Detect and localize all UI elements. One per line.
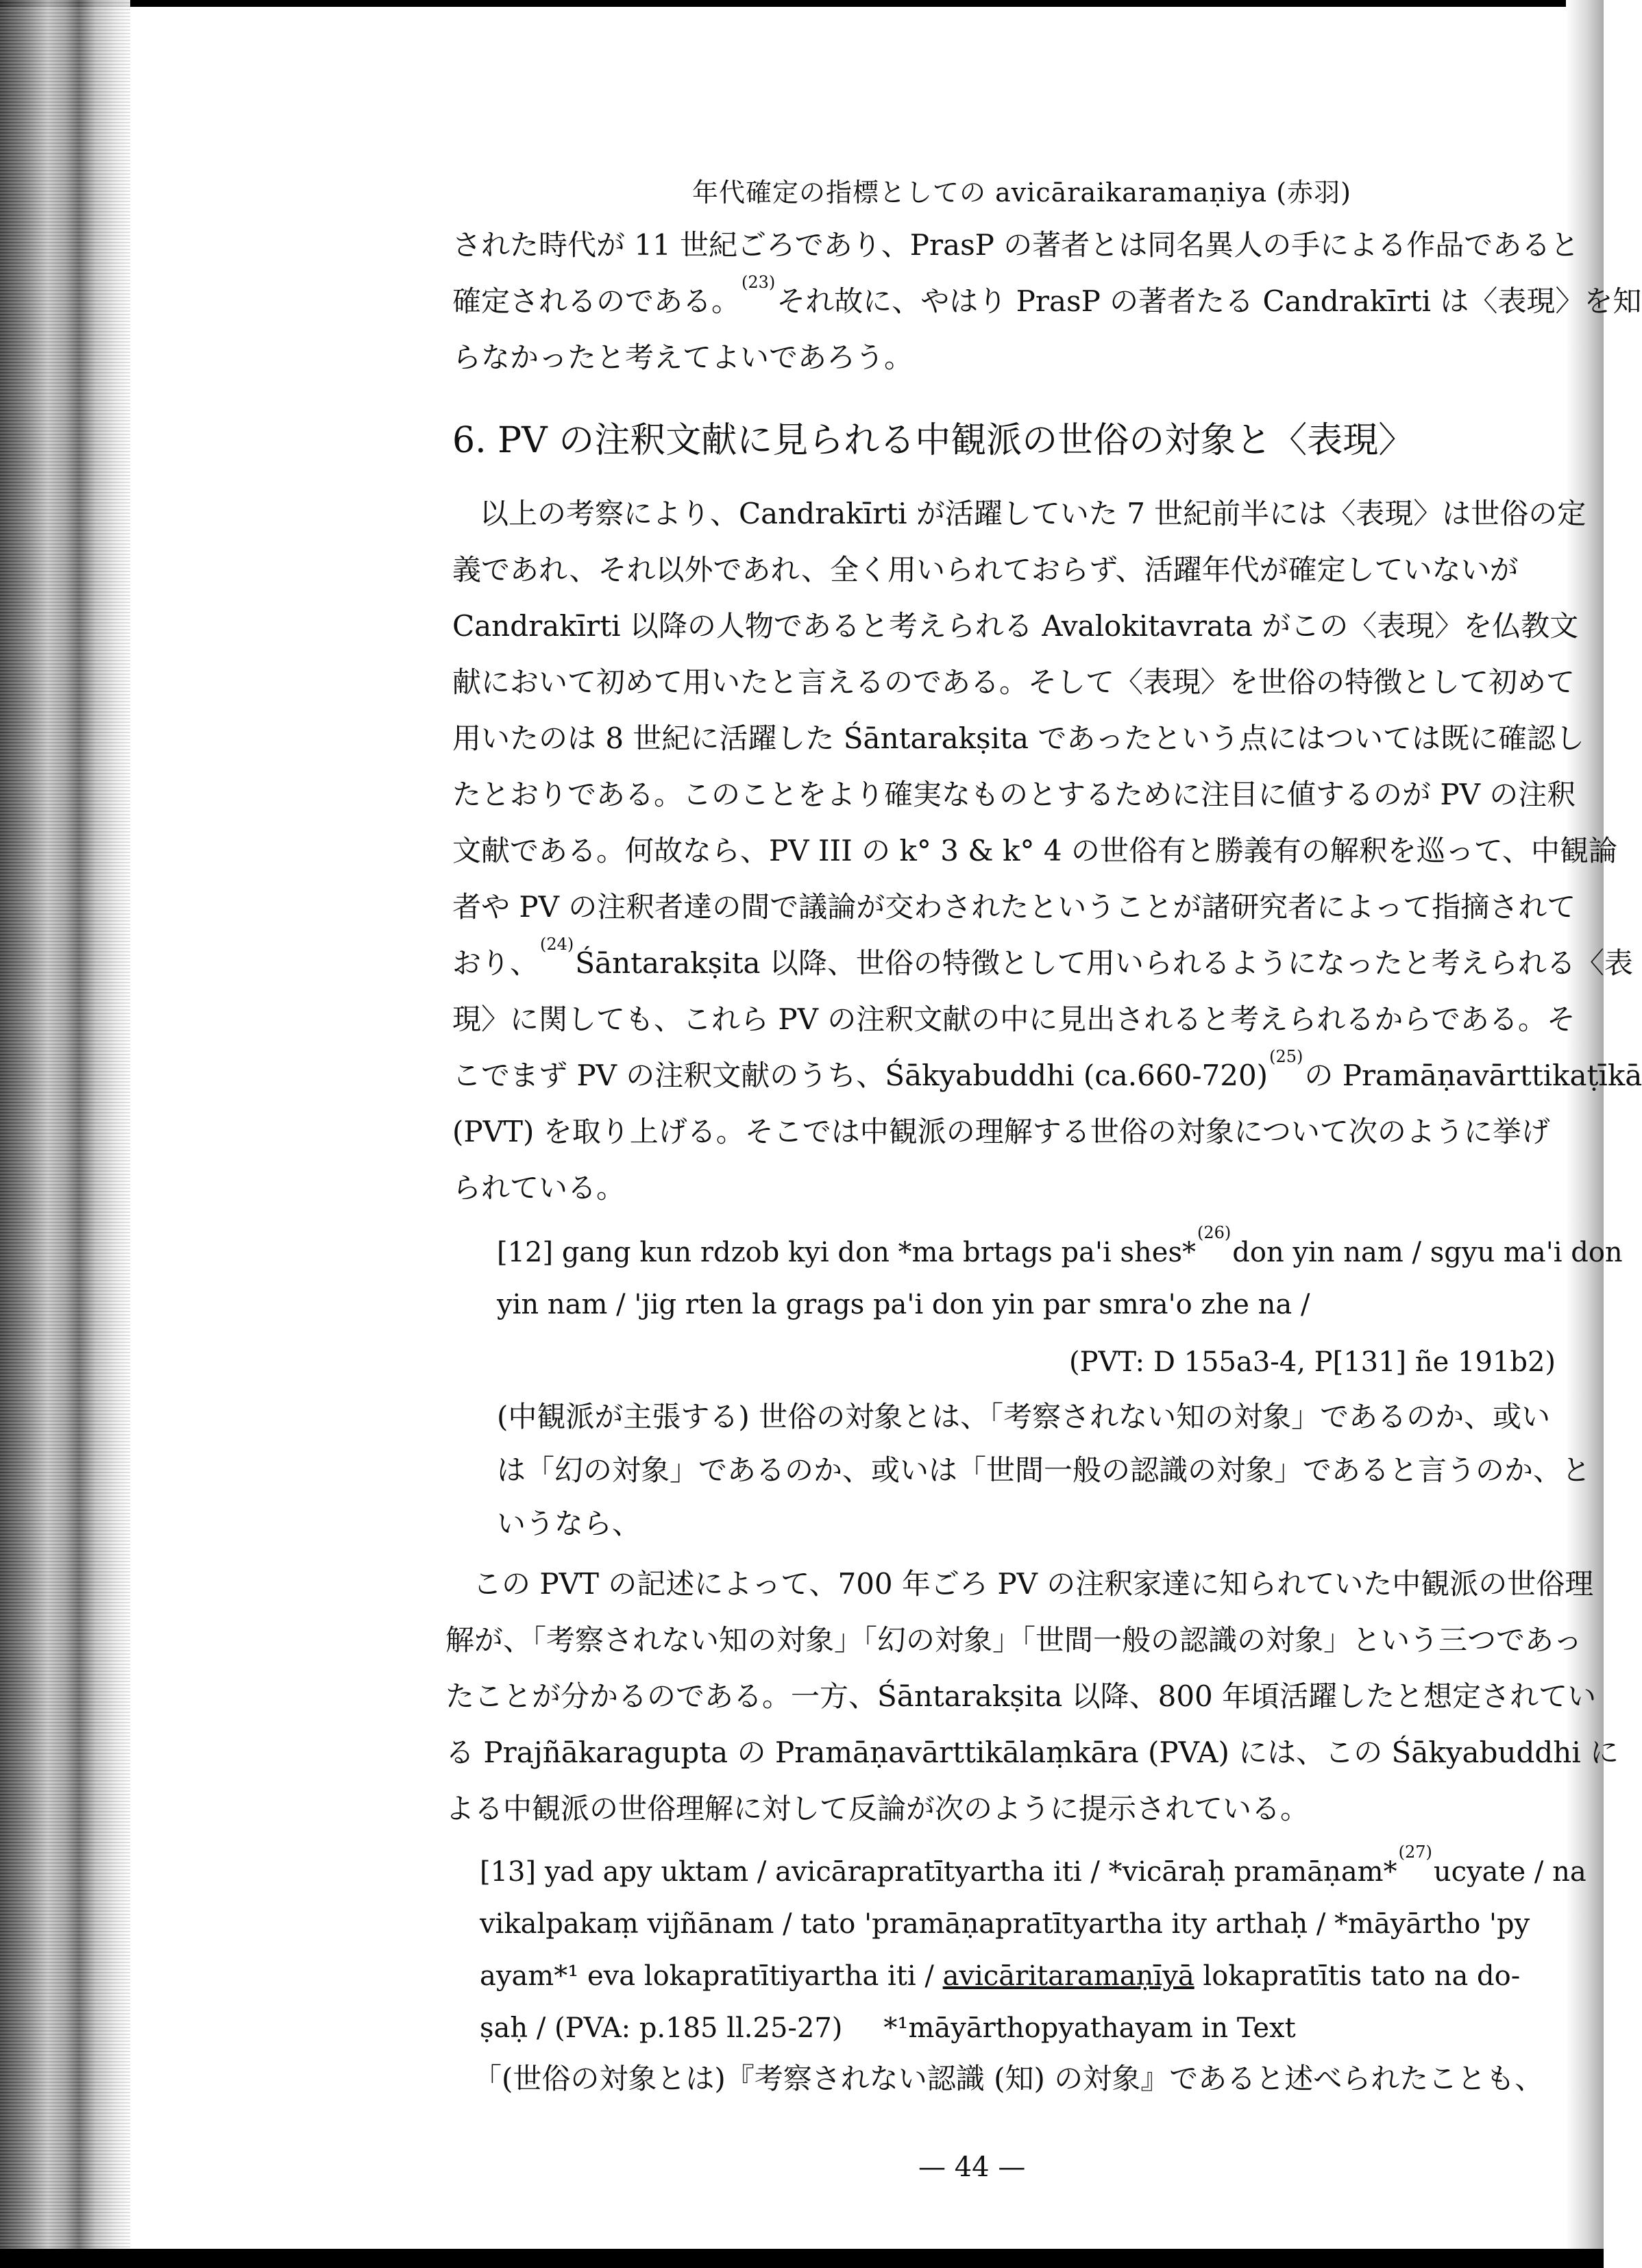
trans13-line-1: 「(世俗の対象とは)『考察されない認識 (知) の対象』であると述べられたことも、 [473, 2062, 1544, 2095]
section-heading: 6. PV の注釈文献に見られる中観派の世俗の対象と〈表現〉 [452, 420, 1414, 461]
quote12-line-2: yin nam / 'jig rten la grags pa'i don yin par smra'o zhe na / [497, 1289, 1310, 1320]
quote12-citation: (PVT: D 155a3-4, P[131] ñe 191b2) [1069, 1346, 1556, 1378]
quote12-line-1: [12] gang kun rdzob kyi don *ma brtags pa'i shes*$^{(26)}$don yin nam / sgyu ma'i don [497, 1223, 1623, 1268]
quote13-line-4: ṣaḥ / (PVA: p.185 ll.25-27) *¹māyārthopyathayam in Text [480, 2012, 1296, 2044]
page-edge-shadow [1566, 0, 1604, 2251]
page-number: — 44 — [918, 2152, 1026, 2183]
footnote-ref-27[interactable]: (27) [1398, 1842, 1432, 1862]
intro-line-1: された時代が 11 世紀ごろであり、PrasP の著者とは同名異人の手による作品であると [452, 228, 1580, 262]
para1-line-10: 現〉に関しても、これら PV の注釈文献の中に見出されると考えられるからである。そ [452, 1002, 1576, 1036]
para1-line-13: られている。 [452, 1171, 626, 1205]
para1-line-3: Candrakīrti 以降の人物であると考えられる Avalokitavrata がこの〈表現〉を仏教文 [452, 609, 1579, 643]
para1-line-2: 義であれ、それ以外であれ、全く用いられておらず、活躍年代が確定していないが [452, 553, 1519, 587]
trans12-line-1: (中観派が主張する) 世俗の対象とは、「考察されない知の対象」であるのか、或い [497, 1400, 1551, 1433]
scan-border-bottom [0, 2249, 1604, 2268]
para1-line-5: 用いたのは 8 世紀に活躍した Śāntarakṣita であったという点にはついては既に確認し [452, 722, 1584, 755]
footnote-ref-25[interactable]: (25) [1269, 1047, 1303, 1066]
quote13-line-1: [13] yad apy uktam / avicārapratītyartha iti / *vicāraḥ pramāṇam*$^{(27)}$ucyate / na [480, 1842, 1586, 1888]
para1-line-7: 文献である。何故なら、PV III の k° 3 & k° 4 の世俗有と勝義有の解釈を巡って、中観論 [452, 834, 1618, 867]
para1-line-1: 以上の考察により、Candrakīrti が活躍していた 7 世紀前半には〈表現〉は世俗の定 [480, 497, 1586, 530]
trans12-line-3: いうなら、 [497, 1507, 641, 1540]
para1-line-12: (PVT) を取り上げる。そこでは中観派の理解する世俗の対象について次のように挙げ [452, 1115, 1550, 1148]
footnote-ref-26[interactable]: (26) [1197, 1223, 1232, 1242]
scan-border-top [0, 0, 1604, 7]
para1-line-11: こでまず PV の注釈文献のうち、Śākyabuddhi $(ca.660-720)^{(25)}$の Pramāṇavārttikaṭīkā [452, 1047, 1642, 1092]
intro-line-2: 確定されるのである。$^{(23)}$それ故に、やはり PrasP の著者たる Candrakīrti は〈表現〉を知 [452, 273, 1642, 318]
intro-line-3: らなかったと考えてよいであろう。 [452, 341, 914, 374]
para2-line-2: 解が、「考察されない知の対象」「幻の対象」「世間一般の認識の対象」という三つであっ [445, 1623, 1582, 1657]
footnote-ref-23[interactable]: (23) [742, 273, 776, 292]
para2-line-1: この PVT の記述によって、700 年ごろ PV の注釈家達に知られていた中観派の世俗理 [473, 1567, 1594, 1601]
footnote-ref-24[interactable]: (24) [540, 935, 574, 954]
underlined-term: avicāritaramaṇīyā [942, 1960, 1194, 1992]
para1-line-4: 献において初めて用いたと言えるのである。そして〈表現〉を世俗の特徴として初めて [452, 665, 1576, 699]
para1-line-6: たとおりである。このことをより確実なものとするために注目に値するのが PV の注釈 [452, 778, 1576, 811]
running-header: 年代確定の指標としての avicāraikaramaṇiya (赤羽) [692, 177, 1351, 208]
trans12-line-2: は「幻の対象」であるのか、或いは「世間一般の認識の対象」であると言うのか、と [497, 1453, 1591, 1487]
para1-line-9: おり、$^{(24)}$Śāntarakṣita 以降、世俗の特徴として用いられるようになったと考えられる〈表 [452, 935, 1633, 980]
quote13-line-2: vikalpakaṃ vijñānam / tato 'pramāṇapratītyartha ity arthaḥ / *māyārtho 'py [480, 1908, 1530, 1940]
para2-line-3: たことが分かるのである。一方、Śāntarakṣita 以降、800 年頃活躍したと想定されてい [445, 1679, 1597, 1713]
book-spine-shadow [0, 0, 130, 2251]
para2-line-5: よる中観派の世俗理解に対して反論が次のように提示されている。 [445, 1792, 1310, 1825]
para1-line-8: 者や PV の注釈者達の間で議論が交わされたということが諸研究者によって指摘されて [452, 890, 1576, 924]
para2-line-4: る Prajñākaragupta の Pramāṇavārttikālaṃkāra (PVA) には、この Śākyabuddhi に [445, 1736, 1619, 1769]
quote13-line-3: ayam*¹ eva lokapratītiyartha iti / avicāritaramaṇīyā lokapratītis tato na do- [480, 1960, 1521, 1992]
